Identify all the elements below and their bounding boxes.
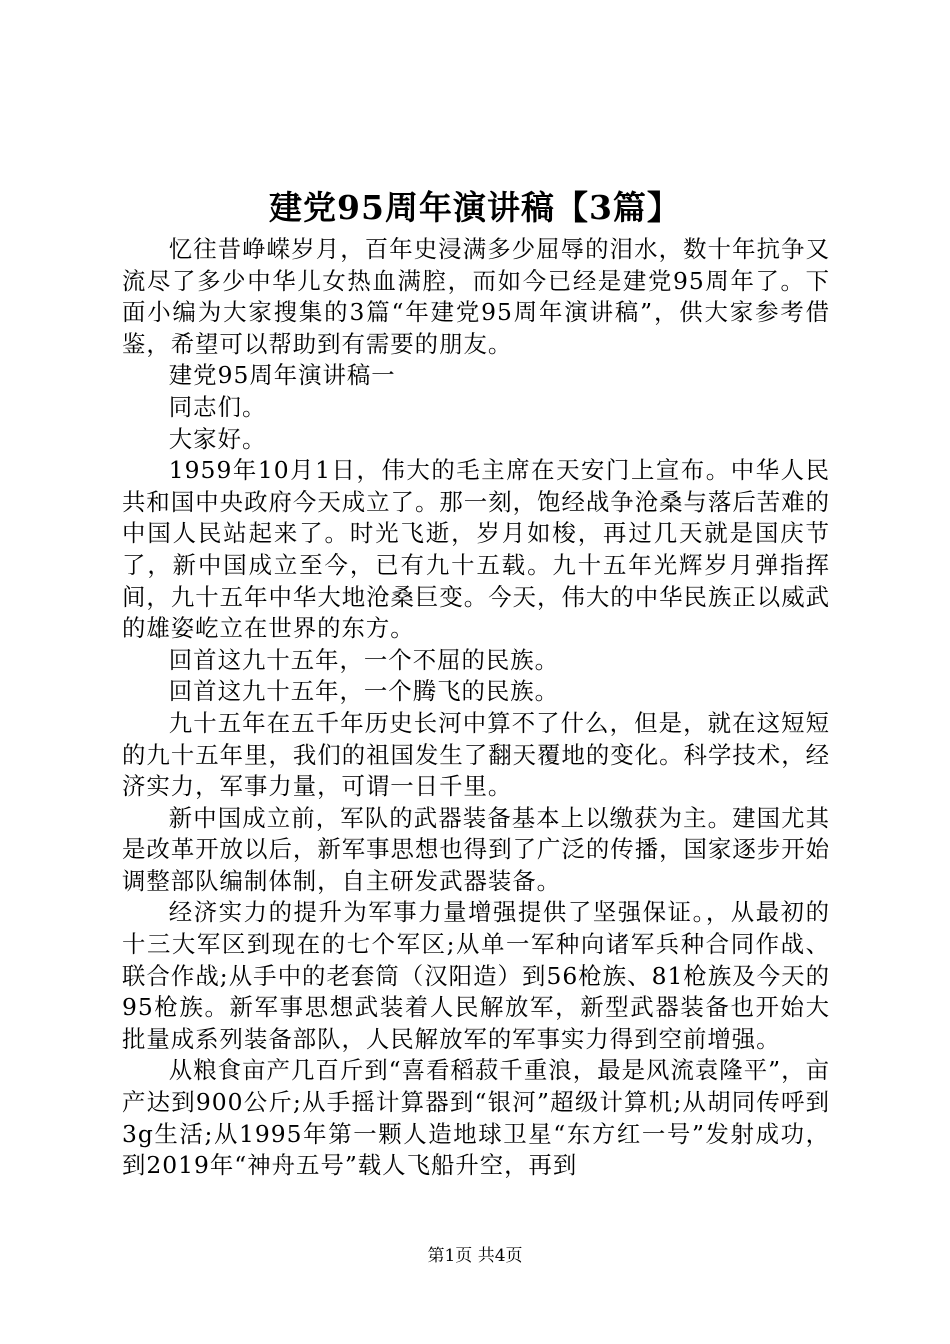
paragraph-intro: 忆往昔峥嵘岁月，百年史浸满多少屈辱的泪水，数十年抗争又流尽了多少中华儿女热血满腔，而如今已经是建党95周年了。下面小编为大家搜集的3篇“年建党95周年演讲稿”，供大家参考借鉴，希望可以帮助到有需要的朋友。 [122, 235, 830, 358]
page-footer: 第1页 共4页 [427, 1246, 523, 1266]
paragraph-speech-heading: 建党95周年演讲稿一 [168, 361, 396, 390]
paragraph-changes: 九十五年在五千年历史长河中算不了什么，但是，就在这短短的九十五年里，我们的祖国发生了翻天覆地的变化。科学技术，经济实力，军事力量，可谓一日千里。 [122, 708, 830, 801]
paragraph-look-back-1: 回首这九十五年，一个不屈的民族。 [168, 645, 560, 674]
paragraph-achievements: 从粮食亩产几百斤到“喜看稻菽千重浪，最是风流袁隆平”，亩产达到900公斤;从手摇计算器到“银河”超级计算机;从胡同传呼到3g生活;从1995年第一颗人造地球卫星“东方红一号”发射成功，到2019年“神舟五号”载人飞船升空，再到 [122, 1056, 830, 1180]
paragraph-military-strength: 经济实力的提升为军事力量增强提供了坚强保证。，从最初的十三大军区到现在的七个军区;从单一军种向诸军兵种合同作战、联合作战;从手中的老套筒（汉阳造）到56枪族、81枪族及今天的95枪族。新军事思想武装着人民解放军，新型武器装备也开始大批量成系列装备部队，人民解放军的军事实力得到空前增强。 [122, 898, 830, 1053]
paragraph-look-back-2: 回首这九十五年，一个腾飞的民族。 [168, 677, 560, 706]
document-title: 建党95周年演讲稿【3篇】 [269, 188, 681, 227]
paragraph-greeting-comrades: 同志们。 [168, 392, 267, 421]
paragraph-greeting-all: 大家好。 [168, 424, 267, 453]
paragraph-founding: 1959年10月1日，伟大的毛主席在天安门上宣布。中华人民共和国中央政府今天成立了。那一刻，饱经战争沧桑与落后苦难的中国人民站起来了。时光飞逝，岁月如梭，再过几天就是国庆节了，新中国成立至今，已有九十五载。九十五年光辉岁月弹指挥间，九十五年中华大地沧桑巨变。今天，伟大的中华民族正以威武的雄姿屹立在世界的东方。 [122, 456, 830, 643]
document-body [122, 234, 830, 1182]
paragraph-military-equipment: 新中国成立前，军队的武器装备基本上以缴获为主。建国尤其是改革开放以后，新军事思想也得到了广泛的传播，国家逐步开始调整部队编制体制，自主研发武器装备。 [122, 803, 830, 895]
